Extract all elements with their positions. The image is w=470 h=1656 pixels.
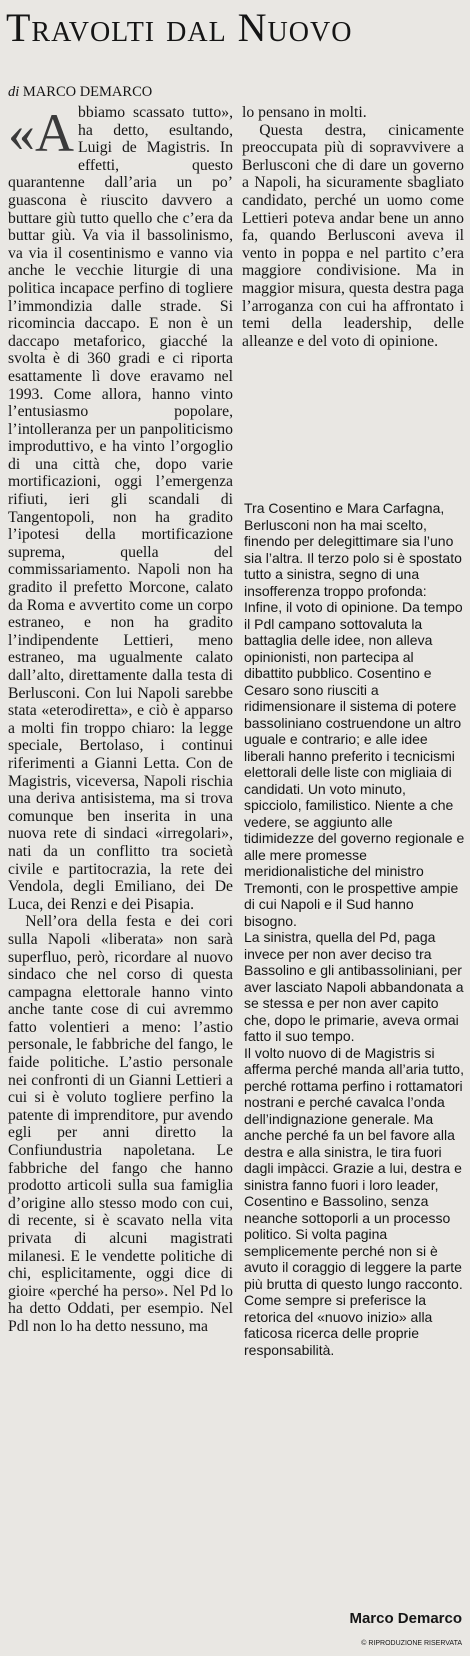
headline: Travolti dal Nuovo xyxy=(6,5,353,50)
paragraph-1 xyxy=(8,104,233,913)
copyright-note: © RIPRODUZIONE RISERVATA xyxy=(361,1640,462,1647)
paragraph-1-text: bbiamo scassato tutto», ha detto, esultando, Luigi de Magistris. In effetti, questo quarantenne dall’aria un po’ guascona è riuscito davvero a buttare giù tutto quello che c’era da buttar giù. Va via il bassolinismo, va via il cosentinismo e vanno via anche le vecchie liturgie di una politica incapace perfino di togliere l’immondizia dalle strade. Si ricomincia daccapo. E non è un daccapo metaforico, giacché la svolta è di 360 gradi e ci riporta esattamente lì dove eravamo nel 1993. Come allora, hanno vinto l’entusiasmo popolare, l’intolleranza per un panpoliticismo improduttivo, e ha vinto l’orgoglio di una città che, dopo varie mortificazioni, oggi l’emergenza rifiuti, ieri gli scandali di Tangentopoli, non ha gradito l’ipotesi della mortificazione suprema, quella del commissariamento. Napoli non ha gradito il prefetto Morcone, calato da Roma e avvertito come un corpo estraneo, e non ha gradito l’indipendente Lettieri, meno estraneo, ma ugualmente calato dall’alto, direttamente dalla testa di Berlusconi. Con lui Napoli sarebbe stata «eterodiretta», e ciò è apparso a molti fin troppo chiaro: la legge speciale, Bertolaso, i continui riferimenti a Gianni Letta. Con de Magistris, viceversa, Napoli rischia una deriva antisistema, ma si trova comunque ben inserita in una nuova rete di sindaci «irregolari», nati da un conflitto tra società civile e partitocrazia, la rete dei Vendola, degli Emiliano, dei De Luca, dei Renzi e dei Pisapia. xyxy=(8,104,233,913)
right-column xyxy=(242,104,464,350)
drop-cap: «A xyxy=(8,103,74,163)
byline-name: MARCO DEMARCO xyxy=(22,84,153,100)
byline-prefix: di xyxy=(8,84,20,100)
right-column-sans xyxy=(244,500,466,1358)
paragraph-4: Questa destra, cinicamente preoccupata più di sopravvivere a Berlusconi che di dare un governo a Napoli, ha sicuramente sbagliato candidato, perché un uomo come Lettieri poteva andar bene un anno fa, quando Berlusconi aveva il vento in poppa e nel partito c’era maggiore condivisione. Ma in maggior misura, questa destra paga l’arroganza con cui ha affrontato i temi della leadership, delle alleanze e del voto di opinione. xyxy=(242,121,464,350)
paragraph-7: Il volto nuovo di de Magistris si afferma perché manda all’aria tutto, perché rottama perfino i rottamatori nostrani e perché cavalca l’onda dell’indignazione generale. Ma anche perché fa un bel favore alla destra e alla sinistra, le tira fuori dagli impàcci. Grazie a lui, destra e sinistra fanno fuori i loro leader, Cosentino e Bassolino, senza neanche sottoporli a un processo politico. Si volta pagina semplicemente perché non si è avuto il coraggio di leggere la parte più brutta di questo lungo racconto. Come sempre si preferisce la retorica del «nuovo inizio» alla faticosa ricerca delle proprie responsabilità. xyxy=(244,1044,464,1358)
left-column xyxy=(8,104,233,1336)
paragraph-6: La sinistra, quella del Pd, paga invece per non aver deciso tra Bassolino e gli antibassoliniani, per aver lasciato Napoli abbandonata a se stessa e per non aver capito che, dopo le primarie, aveva ormai fatto il suo tempo. xyxy=(244,929,464,1044)
byline xyxy=(8,84,152,101)
paragraph-5: Tra Cosentino e Mara Carfagna, Berlusconi non ha mai scelto, finendo per delegittimare sia l’uno sia l’altra. Il terzo polo si è spostato tutto a sinistra, segno di una insofferenza troppo profonda: Infine, il voto di opinione. Da tempo il Pdl campano sottovaluta la battaglia delle idee, non alleva opinionisti, non partecipa al dibattito pubblico. Cosentino e Cesaro sono riusciti a ridimensionare il sistema di potere bassoliniano costruendone un altro uguale e contrario; e alle idee liberali hanno preferito i tecnicismi elettorali delle liste con migliaia di candidati. Un voto minuto, spicciolo, familistico. Niente a che vedere, se aggiunto alle tidimidezze del governo regionale e alle mere promesse meridionalistiche del ministro Tremonti, con le prospettive ampie di cui Napoli e il Sud hanno bisogno. xyxy=(244,500,465,929)
paragraph-2: Nell’ora della festa e dei cori sulla Napoli «liberata» non sarà superfluo, però, ricordare al nuovo sindaco che nel corso di questa campagna elettorale hanno vinto anche tante cose di cui avremmo fatto volentieri a meno: l’astio personale, le fabbriche del fango, le faide politiche. L’astio personale nei confronti di un Gianni Lettieri a cui si è voluto togliere perfino la patente di imprenditore, pur avendo egli per anni diretto la Confiundustria napoletana. Le fabbriche del fango che hanno prodotto articoli sulla sua famiglia d’origine allo stesso modo con cui, di recente, si è scavato nella vita privata di alcuni magistrati milanesi. E le vendette politiche di chi, esplicitamente, oggi dice di gioire «perché ha perso». Nel Pd lo ha detto Oddati, per esempio. Nel Pdl non lo ha detto nessuno, ma xyxy=(8,913,233,1335)
paragraph-3: lo pensano in molti. xyxy=(242,104,367,121)
author-signature: Marco Demarco xyxy=(349,1610,462,1627)
